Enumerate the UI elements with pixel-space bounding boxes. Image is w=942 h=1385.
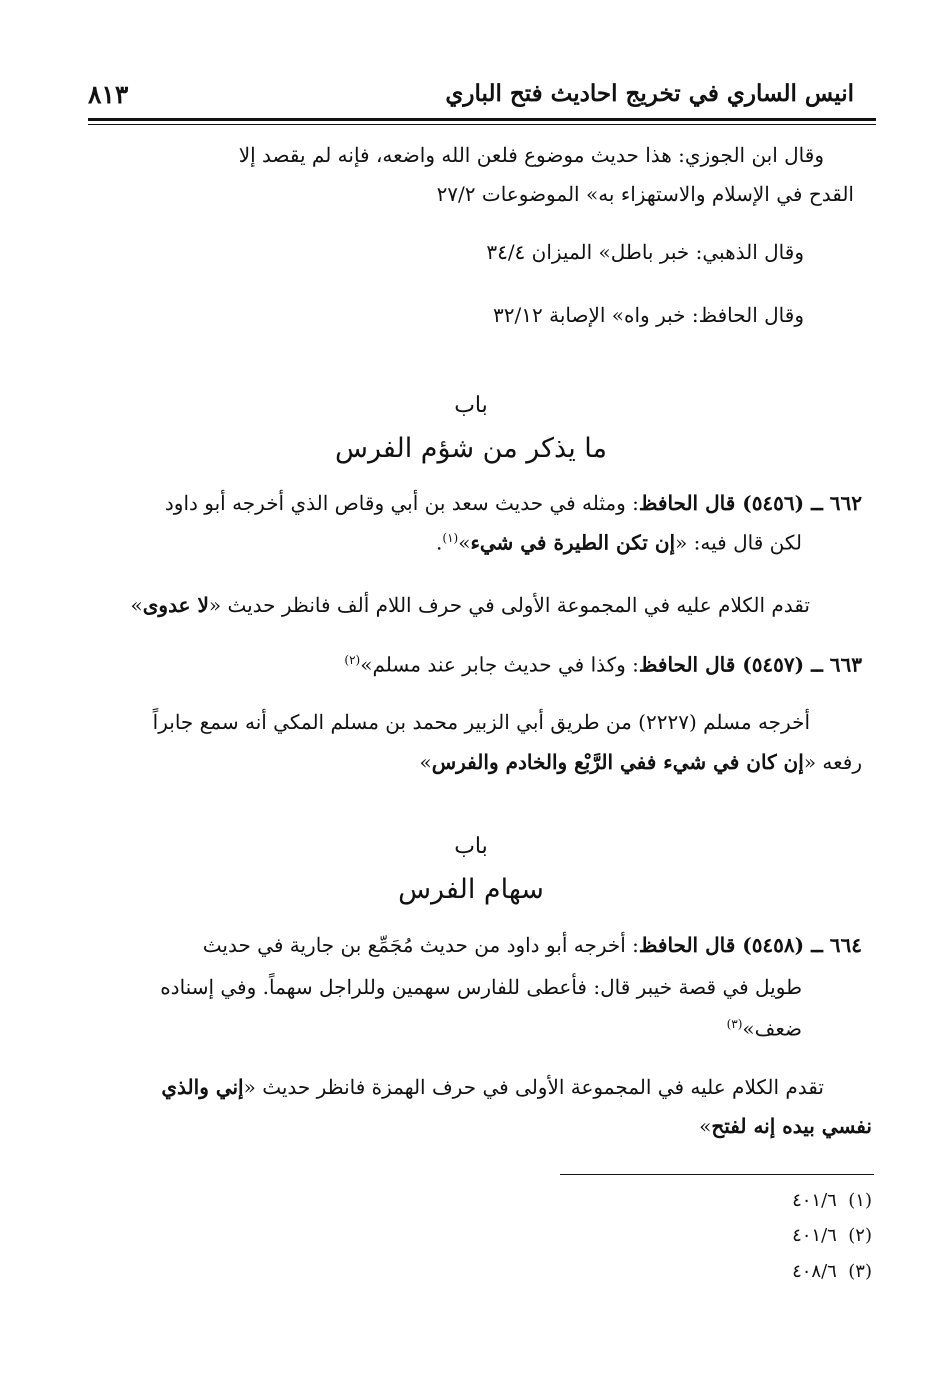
section-title-siham-al-faras: سهام الفرس — [398, 874, 544, 905]
footnote-1-marker: (١) — [848, 1190, 872, 1211]
hadith-663-text: : وكذا في حديث جابر عند مسلم» — [360, 652, 639, 677]
commentary-664-line2 — [699, 1116, 872, 1136]
hadith-664-line2: طويل في قصة خيبر قال: فأعطى للفارس سهمين وللراجل سهماً. وفي إسناده — [160, 975, 802, 999]
hadith-663-number: ٦٦٣ ــ (٥٤٥٧) قال الحافظ — [638, 652, 862, 677]
hadith-664-line3 — [727, 1018, 802, 1039]
paragraph-ibn-jawzi-line1: وقال ابن الجوزي: هذا حديث موضوع فلعن الله واضعه، فإنه لم يقصد إلا — [238, 143, 824, 167]
section-title-shum-al-faras: ما يذكر من شؤم الفرس — [334, 433, 607, 464]
footnote-1 — [792, 1190, 872, 1211]
hadith-664-line1 — [203, 935, 862, 955]
commentary-662-close: » — [130, 593, 143, 617]
hadith-662-quote: إن تكن الطيرة في شيء — [470, 530, 676, 555]
commentary-664-quote-part1: إني والذي — [161, 1075, 244, 1099]
commentary-663-close: » — [419, 750, 432, 774]
commentary-662 — [131, 595, 811, 615]
section-bab-label: باب — [454, 393, 488, 418]
footnote-2-marker: (٢) — [848, 1225, 872, 1246]
footnote-1-ref: ٤٠١/٦ — [792, 1190, 837, 1211]
header-rule-thin — [88, 124, 876, 125]
running-header-title: انيس الساري في تخريج احاديث فتح الباري — [445, 80, 854, 107]
commentary-663-lead: رفعه « — [803, 750, 862, 774]
commentary-663-line2 — [419, 752, 862, 772]
commentary-664-close: » — [699, 1114, 712, 1138]
hadith-664-number: ٦٦٤ ــ (٥٤٥٨) قال الحافظ — [638, 933, 862, 957]
commentary-662-text: تقدم الكلام عليه في المجموعة الأولى في حرف اللام ألف فانظر حديث « — [208, 593, 810, 617]
footnote-2 — [792, 1225, 872, 1246]
commentary-664-text: تقدم الكلام عليه في المجموعة الأولى في حرف الهمزة فانظر حديث « — [243, 1075, 824, 1099]
hadith-662-period: . — [436, 530, 443, 555]
hadith-662-quote-close: » — [458, 530, 471, 555]
section2-bab-label: باب — [454, 834, 488, 859]
paragraph-ibn-jawzi-line2: القدح في الإسلام والاستهزاء به» الموضوعات ٢٧/٢ — [436, 182, 854, 206]
paragraph-dhahabi: وقال الذهبي: خبر باطل» الميزان ٣٤/٤ — [486, 240, 804, 264]
hadith-662-line2 — [436, 532, 802, 553]
paragraph-hafiz: وقال الحافظ: خبر واه» الإصابة ٣٢/١٢ — [493, 303, 804, 327]
footnote-3-marker: (٣) — [848, 1261, 872, 1282]
footnote-ref-1: (١) — [442, 531, 459, 545]
page-number: ٨١٣ — [88, 80, 129, 109]
footnote-3-ref: ٤٠٨/٦ — [792, 1261, 837, 1282]
hadith-664-text: : أخرجه أبو داود من حديث مُجَمِّع بن جارية في حديث — [202, 933, 639, 957]
hadith-662-line1 — [165, 493, 862, 513]
commentary-662-quote: لا عدوى — [142, 593, 209, 617]
hadith-663 — [344, 654, 862, 675]
hadith-662-quote-open: لكن قال فيه: « — [675, 530, 802, 555]
hadith-662-number: ٦٦٢ ــ (٥٤٥٦) قال الحافظ — [638, 491, 862, 515]
footnote-3 — [792, 1261, 872, 1282]
footnote-2-ref: ٤٠١/٦ — [792, 1225, 837, 1246]
footnote-separator — [560, 1174, 874, 1175]
header-rule-thick — [88, 118, 876, 121]
hadith-662-text: : ومثله في حديث سعد بن أبي وقاص الذي أخرجه أبو داود — [164, 491, 639, 515]
commentary-663-line1: أخرجه مسلم (٢٢٢٧) من طريق أبي الزبير محمد بن مسلم المكي أنه سمع جابراً — [152, 710, 810, 734]
commentary-664-quote-part2: نفسي بيده إنه لفتح — [711, 1114, 872, 1138]
hadith-664-daif: ضعف» — [742, 1016, 802, 1041]
footnote-ref-3: (٣) — [726, 1017, 743, 1031]
commentary-663-quote: إن كان في شيء ففي الرَّبْع والخادم والفرس — [431, 750, 804, 774]
footnote-ref-2: (٢) — [344, 653, 361, 667]
commentary-664-line1 — [161, 1077, 824, 1097]
